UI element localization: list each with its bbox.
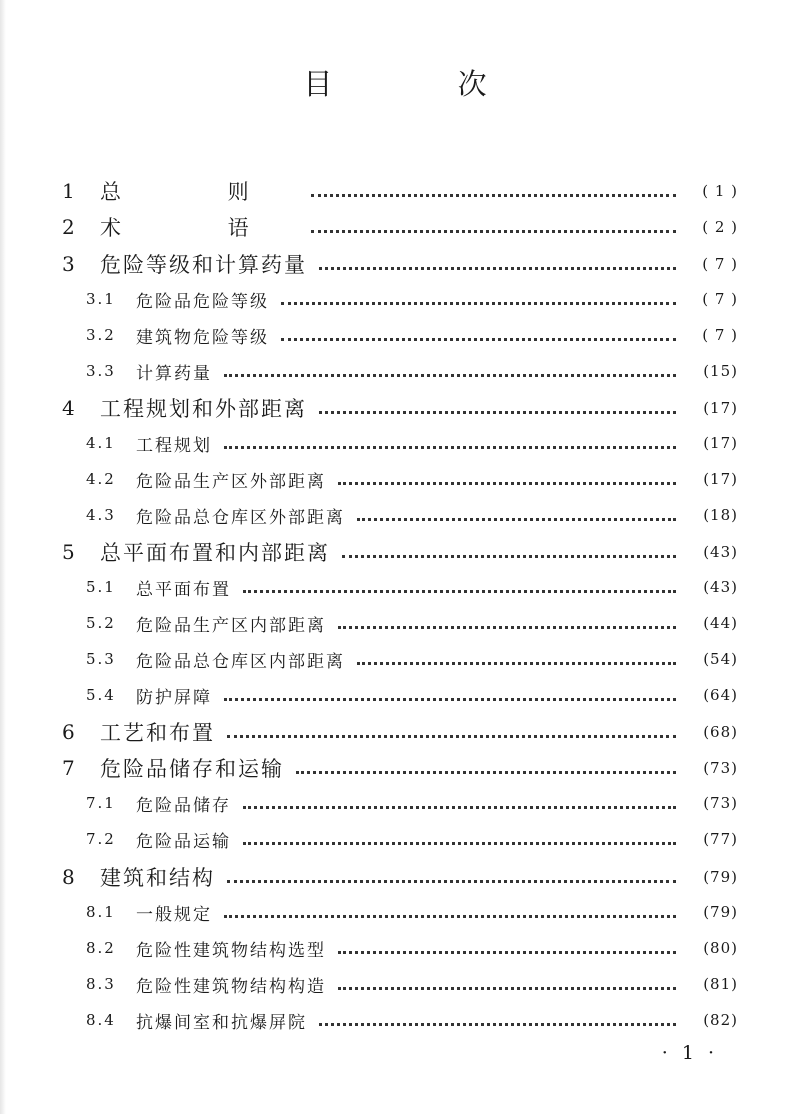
toc-entry-number: 8 bbox=[62, 865, 75, 889]
toc-leader-dots bbox=[319, 1023, 676, 1026]
toc-entry-number: 4.2 bbox=[86, 470, 116, 488]
page-binding-edge bbox=[0, 0, 6, 1114]
toc-leader-dots bbox=[224, 698, 676, 701]
toc-entry-number: 7.1 bbox=[86, 794, 116, 812]
toc-entry-number: 4 bbox=[62, 396, 75, 420]
toc-entry-title: 建筑和结构 bbox=[100, 866, 215, 890]
toc-entry-number: 5.2 bbox=[86, 614, 116, 632]
toc-entry-number: 5.4 bbox=[86, 686, 116, 704]
toc-entry-number: 3.3 bbox=[86, 362, 116, 380]
toc-leader-dots bbox=[227, 880, 676, 883]
toc-entry bbox=[62, 501, 738, 529]
toc-entry bbox=[62, 970, 738, 998]
toc-entry bbox=[62, 357, 738, 385]
toc-entry-title: 术 语 bbox=[100, 216, 299, 240]
toc-entry-page: ( 7 ) bbox=[702, 290, 738, 308]
toc-entry-title: 建筑物危险等级 bbox=[136, 327, 269, 348]
toc-entry bbox=[62, 393, 738, 423]
toc-entry-number: 7.2 bbox=[86, 830, 116, 848]
toc-leader-dots bbox=[338, 951, 676, 954]
toc-entry-page: (54) bbox=[703, 650, 738, 668]
toc-entry-title: 危险等级和计算药量 bbox=[100, 253, 307, 277]
toc-entry-title: 危险品总仓库区内部距离 bbox=[136, 651, 345, 672]
toc-entry-number: 5 bbox=[62, 540, 75, 564]
toc-entry-title: 工艺和布置 bbox=[100, 721, 215, 745]
toc-leader-dots bbox=[296, 771, 676, 774]
toc-entry-number: 1 bbox=[62, 179, 75, 203]
toc-entry-number: 5.3 bbox=[86, 650, 116, 668]
toc-entry-page: (15) bbox=[703, 362, 738, 380]
toc-entry-title: 危险品生产区外部距离 bbox=[136, 471, 326, 492]
toc-entry-page: (43) bbox=[703, 578, 738, 596]
toc-entry-title: 危险性建筑物结构选型 bbox=[136, 940, 326, 961]
toc-entry-number: 8.1 bbox=[86, 903, 116, 921]
toc-entry-page: ( 7 ) bbox=[702, 326, 738, 344]
toc-entry bbox=[62, 176, 738, 206]
toc-entry-number: 8.4 bbox=[86, 1011, 116, 1029]
toc-entry-page: (79) bbox=[703, 903, 738, 921]
toc-leader-dots bbox=[342, 555, 676, 558]
toc-entry bbox=[62, 898, 738, 926]
toc-entry-number: 8.3 bbox=[86, 975, 116, 993]
toc-entry bbox=[62, 681, 738, 709]
toc-entry bbox=[62, 321, 738, 349]
toc-entry-number: 7 bbox=[62, 756, 75, 780]
toc-entry-title: 危险品运输 bbox=[136, 831, 231, 852]
toc-leader-dots bbox=[224, 446, 676, 449]
toc-entry-page: ( 2 ) bbox=[702, 218, 738, 236]
toc-entry-number: 5.1 bbox=[86, 578, 116, 596]
toc-entry-page: (43) bbox=[703, 543, 738, 561]
toc-entry-page: (17) bbox=[703, 434, 738, 452]
toc-entry-page: ( 1 ) bbox=[702, 182, 738, 200]
toc-leader-dots bbox=[338, 482, 676, 485]
toc-leader-dots bbox=[311, 194, 676, 197]
toc-leader-dots bbox=[224, 915, 676, 918]
toc-entry bbox=[62, 825, 738, 853]
toc-entry-page: (17) bbox=[703, 470, 738, 488]
toc-leader-dots bbox=[243, 842, 676, 845]
toc-entry bbox=[62, 212, 738, 242]
toc-entry bbox=[62, 1006, 738, 1034]
toc-entry bbox=[62, 717, 738, 747]
toc-entry bbox=[62, 573, 738, 601]
toc-entry-page: (81) bbox=[703, 975, 738, 993]
toc-entry-page: (73) bbox=[703, 759, 738, 777]
page-title: 目 次 bbox=[303, 67, 545, 101]
toc-entry bbox=[62, 645, 738, 673]
toc-leader-dots bbox=[357, 518, 676, 521]
toc-entry-number: 3 bbox=[62, 252, 75, 276]
toc-leader-dots bbox=[224, 374, 676, 377]
toc-leader-dots bbox=[338, 987, 676, 990]
toc-entry bbox=[62, 934, 738, 962]
toc-entry-title: 计算药量 bbox=[136, 363, 212, 384]
toc-entry-title: 工程规划 bbox=[136, 435, 212, 456]
toc-entry-title: 危险品生产区内部距离 bbox=[136, 615, 326, 636]
toc-entry-title: 一般规定 bbox=[136, 904, 212, 925]
toc-entry bbox=[62, 285, 738, 313]
toc-leader-dots bbox=[281, 302, 676, 305]
toc-entry-page: (79) bbox=[703, 868, 738, 886]
toc-entry-page: (18) bbox=[703, 506, 738, 524]
toc-entry bbox=[62, 862, 738, 892]
toc-entry bbox=[62, 537, 738, 567]
toc-entry-title: 抗爆间室和抗爆屏院 bbox=[136, 1012, 307, 1033]
page-number: · 1 · bbox=[661, 1042, 718, 1064]
toc-entry-page: ( 7 ) bbox=[702, 255, 738, 273]
toc-entry-title: 总平面布置 bbox=[136, 579, 231, 600]
toc-entry-number: 3.1 bbox=[86, 290, 116, 308]
toc-leader-dots bbox=[319, 411, 676, 414]
toc-entry-page: (73) bbox=[703, 794, 738, 812]
toc-entry-page: (17) bbox=[703, 399, 738, 417]
toc-leader-dots bbox=[319, 267, 676, 270]
toc-entry-page: (68) bbox=[703, 723, 738, 741]
toc-leader-dots bbox=[243, 806, 676, 809]
toc-entry-page: (82) bbox=[703, 1011, 738, 1029]
toc-leader-dots bbox=[243, 590, 676, 593]
toc-leader-dots bbox=[338, 626, 676, 629]
toc-leader-dots bbox=[281, 338, 676, 341]
toc-entry-page: (64) bbox=[703, 686, 738, 704]
toc-entry-title: 危险品危险等级 bbox=[136, 291, 269, 312]
toc-entry-title: 工程规划和外部距离 bbox=[100, 397, 307, 421]
toc-leader-dots bbox=[227, 735, 676, 738]
toc-entry-title: 总 则 bbox=[100, 180, 299, 204]
toc-entry-page: (77) bbox=[703, 830, 738, 848]
toc-entry-title: 总平面布置和内部距离 bbox=[100, 541, 330, 565]
toc-entry-title: 危险品总仓库区外部距离 bbox=[136, 507, 345, 528]
toc-entry-page: (44) bbox=[703, 614, 738, 632]
toc-entry-number: 2 bbox=[62, 215, 75, 239]
toc-entry-title: 防护屏障 bbox=[136, 687, 212, 708]
toc-entry-number: 6 bbox=[62, 720, 75, 744]
toc-entry bbox=[62, 465, 738, 493]
toc-entry-title: 危险性建筑物结构构造 bbox=[136, 976, 326, 997]
toc-entry bbox=[62, 249, 738, 279]
toc-entry-page: (80) bbox=[703, 939, 738, 957]
toc-entry-title: 危险品储存和运输 bbox=[100, 757, 284, 781]
toc-leader-dots bbox=[357, 662, 676, 665]
toc-entry-number: 8.2 bbox=[86, 939, 116, 957]
toc-entry-title: 危险品储存 bbox=[136, 795, 231, 816]
toc-entry-number: 4.3 bbox=[86, 506, 116, 524]
toc-entry bbox=[62, 789, 738, 817]
toc-entry-number: 4.1 bbox=[86, 434, 116, 452]
toc-entry bbox=[62, 429, 738, 457]
toc-entry bbox=[62, 609, 738, 637]
toc-entry bbox=[62, 753, 738, 783]
toc-entry-number: 3.2 bbox=[86, 326, 116, 344]
toc-leader-dots bbox=[311, 230, 676, 233]
